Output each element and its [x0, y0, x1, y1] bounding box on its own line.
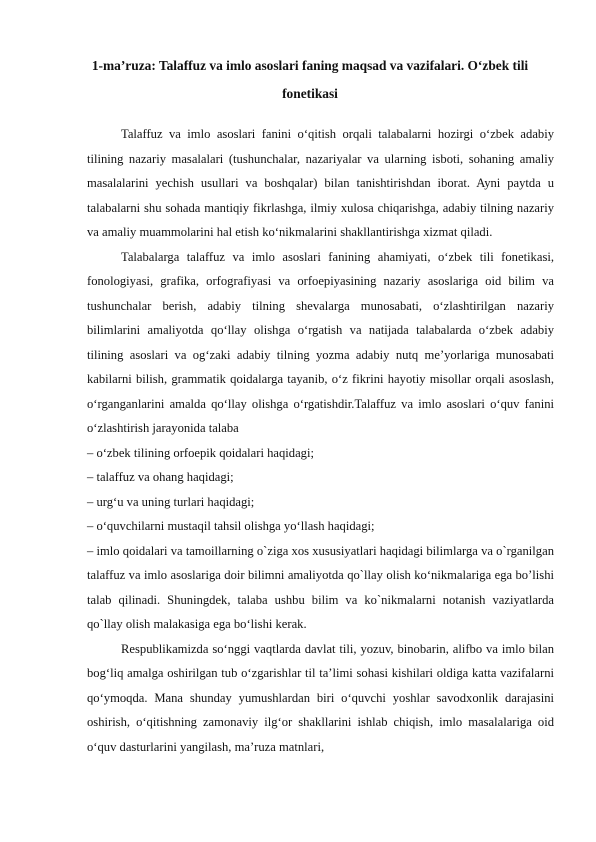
list-item: – imlo qoidalari va tamoillarning o`ziga xos xususiyatlari haqidagi bilimlarga va o`rganilgan talaffuz va imlo asoslariga doir bilimni amaliyotda qo`llay olish ko‘nikmalariga ega bo’lishi talab qilinadi. Shuningdek, talaba ushbu bilim va ko`nikmalarni notanish vaziyatlarda qo`llay olish malakasiga ega bo‘lishi kerak. [87, 543, 554, 631]
list-item: – talaffuz va ohang haqidagi; [87, 470, 234, 484]
paragraph-closing: Respublikamizda so‘nggi vaqtlarda davlat tili, yozuv, binobarin, alifbo va imlo bilan bog‘liq amalga oshirilgan tub o‘zgarishlar til ta’limi sohasi kishilari oldiga katta vazifalarni qo‘ymoqda. Mana shunday yumushlardan biri o‘quvchi yoshlar savodxonlik darajasini oshirish, o‘qitishning zamonaviy ilg‘or shakllarini ishlab chiqish, imlo masalalariga oid o‘quv dasturlarini yangilash, ma’ruza matnlari, [87, 641, 554, 754]
list-item: – o‘quvchilarni mustaqil tahsil olishga yo‘llash haqidagi; [87, 519, 375, 533]
list-item: – o‘zbek tilining orfoepik qoidalari haqidagi; [87, 445, 314, 460]
paragraph-goals: Talabalarga talaffuz va imlo asoslari fanining ahamiyati, o‘zbek tili fonetikasi, fonologiyasi, grafika, orfografiyasi va orfoepiyasining nazariy asoslariga oid bilim va tushunchalar berish, adabiy tilning shevalarga munosabati, o‘zlashtirilgan nazariy bilimlarini amaliyotda qo‘llay olishga o‘rgatish va natijada talabalarda o‘zbek adabiy tilining asoslari va og‘zaki adabiy tilning yozma adabiy nutq me’yorlariga munosabati kabilarni bilish, grammatik qoidalarga tayanib, o‘z fikrini hayotiy misollar orqali asoslash, o‘rganganlarini amalda qo‘llay olishga o‘rgatishdir.Talaffuz va imlo asoslari o‘quv fanini o‘zlashtirish jarayonida talaba [87, 249, 554, 435]
paragraph-intro: Talaffuz va imlo asoslari fanini o‘qitish orqali talabalarni hozirgi o‘zbek adabiy tilining nazariy masalalari (tushunchalar, nazariyalar va ularning isboti, sohaning amaliy masalalarini yechish usullari va boshqalar) bilan tanishtirishdan iborat. Ayni paytda u talabalarni shu sohada mantiqiy fikrlashga, ilmiy xulosa chiqarishga, adabiy tilning nazariy va amaliy muammolarini hal etish ko‘nikmalarini shakllantirishga xizmat qiladi. [87, 127, 554, 239]
list-item: – urg‘u va uning turlari haqidagi; [87, 494, 255, 509]
document-body [87, 122, 554, 759]
lecture-title: 1-ma’ruza: Talaffuz va imlo asoslari faning maqsad va vazifalari. O‘zbek tili fonetikasi [91, 58, 529, 101]
